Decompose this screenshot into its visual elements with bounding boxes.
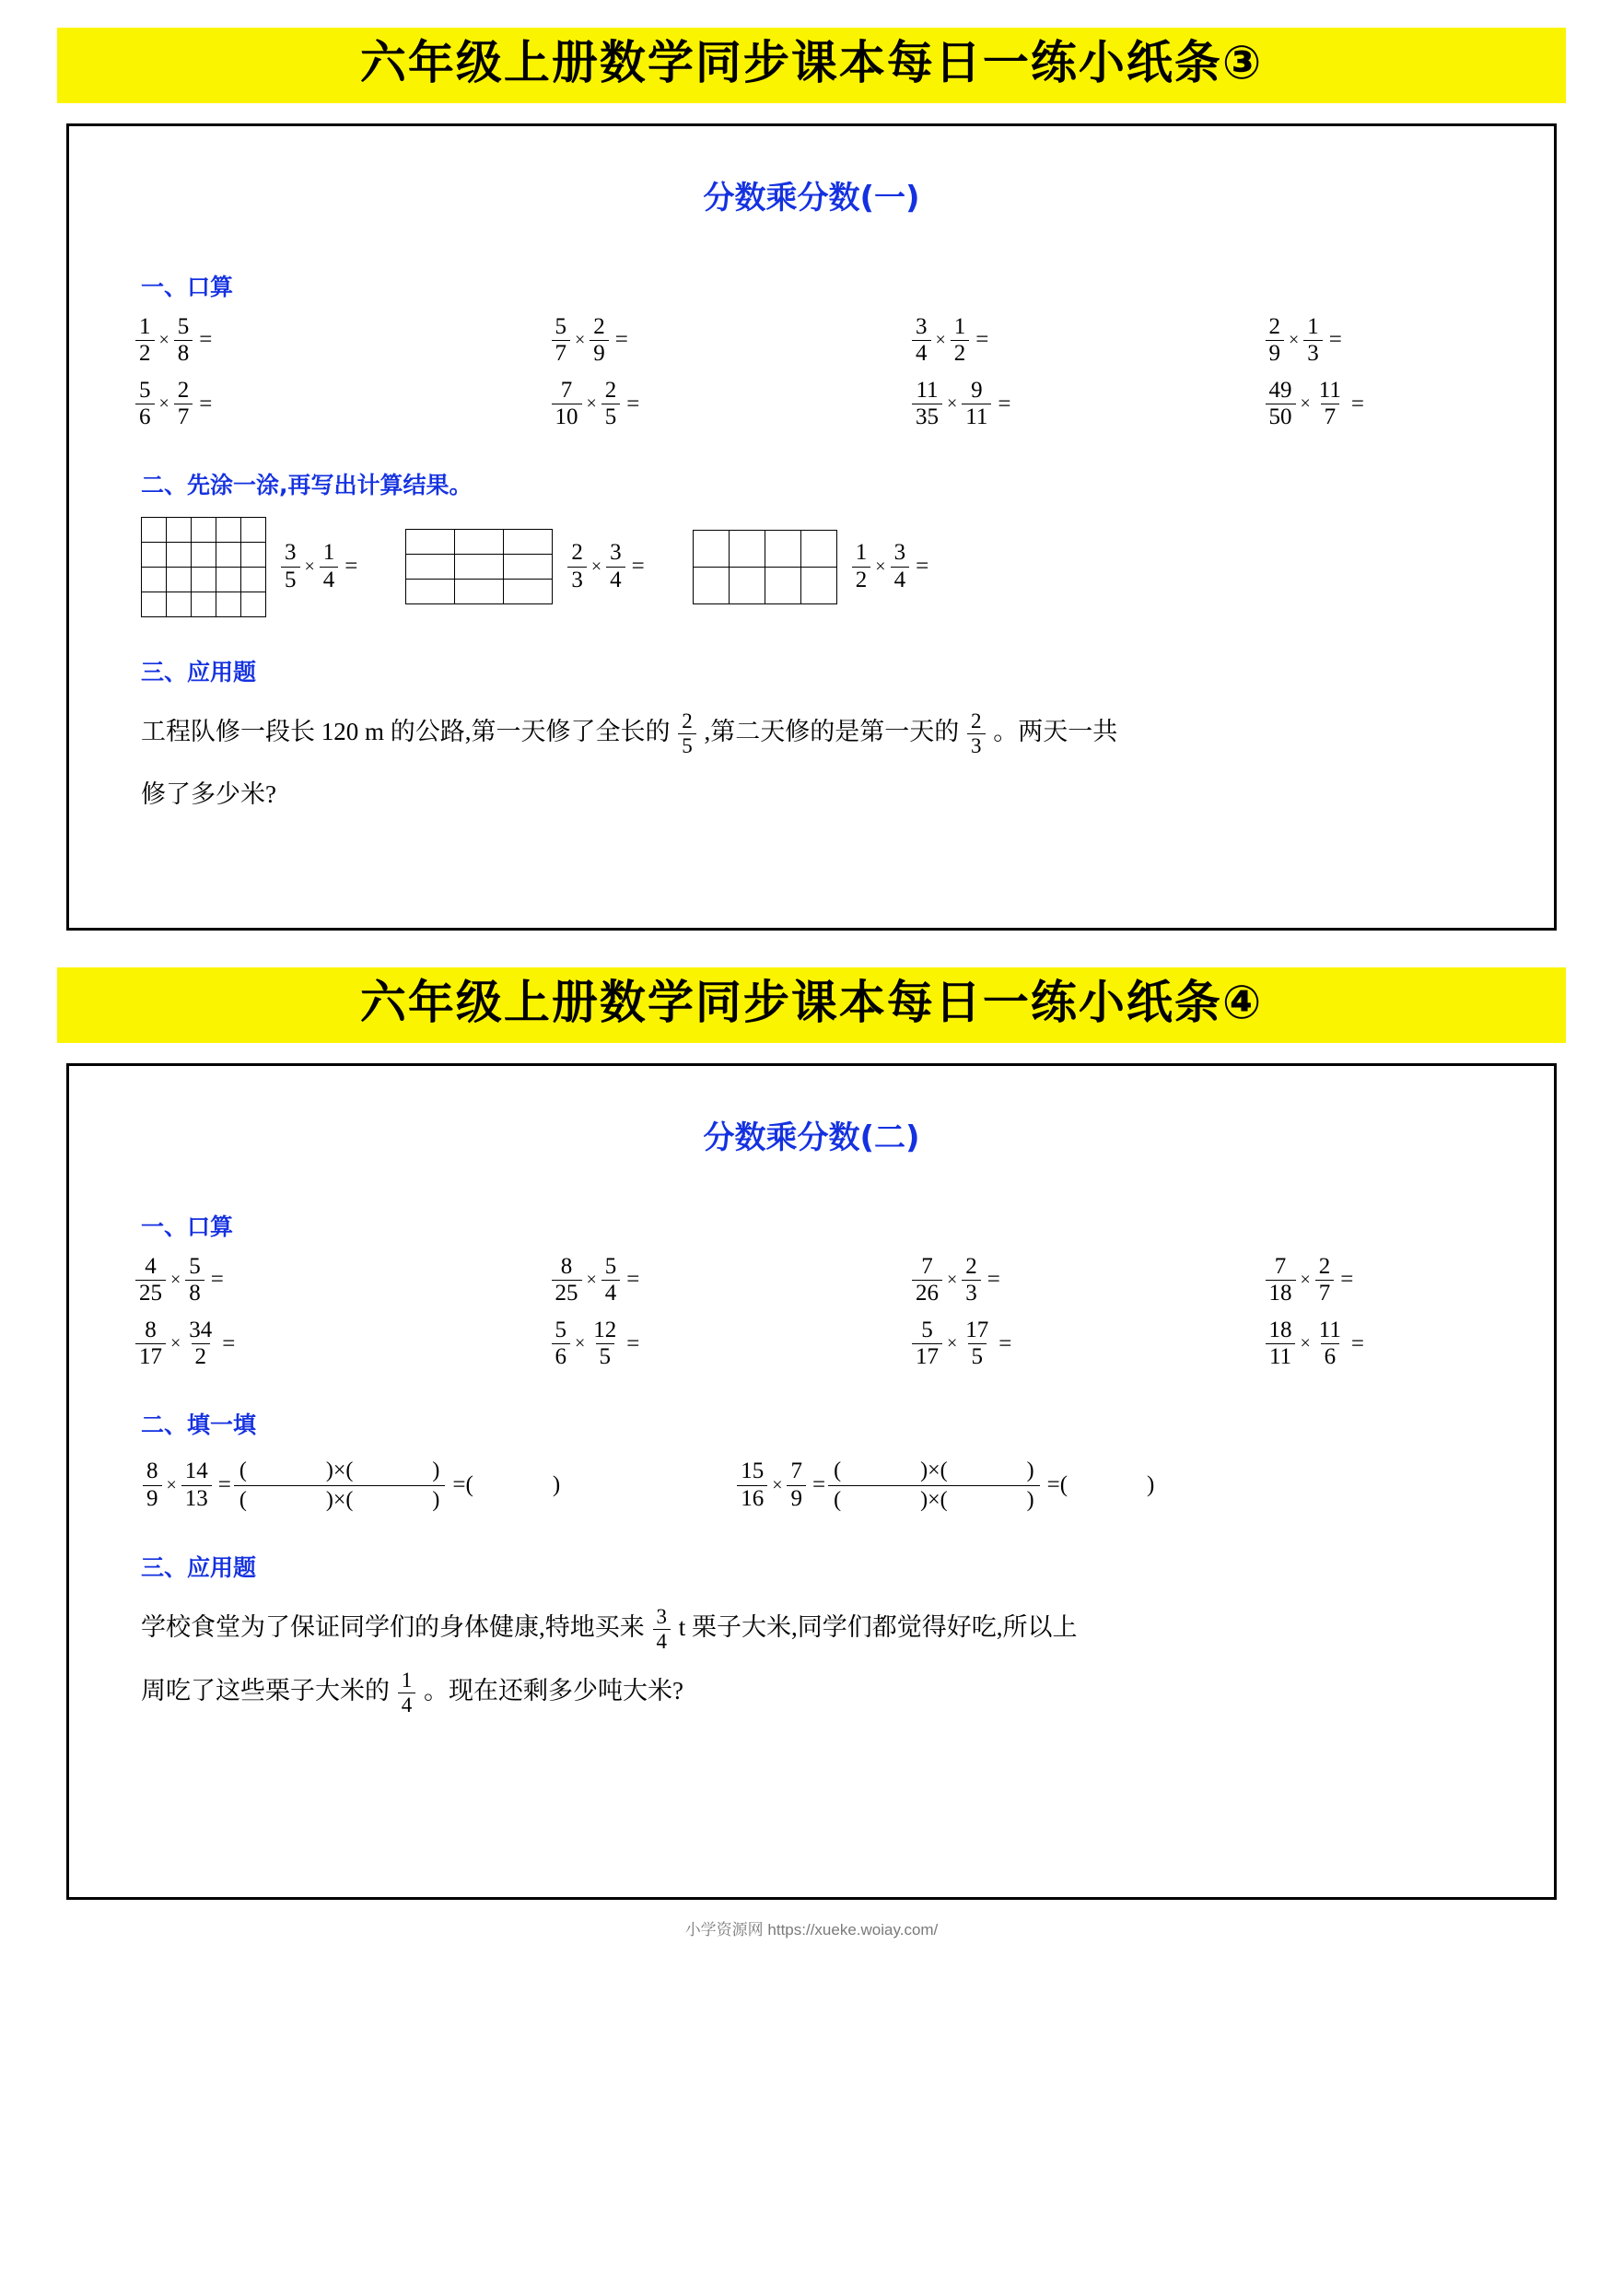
fraction: $\frac{34}{2}$	[189, 1318, 213, 1370]
equals-sign: =	[210, 1267, 224, 1293]
multiply-icon: ×	[304, 556, 315, 577]
multiply-icon: ×	[1300, 393, 1311, 415]
multiply-icon: ×	[586, 1269, 597, 1290]
fraction: $\frac{7}{26}$	[912, 1255, 942, 1306]
fraction: $\frac{1}{2}$	[852, 541, 871, 592]
oral-item	[134, 1255, 480, 1306]
fraction: $\frac{1}{2}$	[135, 315, 155, 367]
fraction: $\frac{18}{11}$	[1266, 1318, 1296, 1370]
equals-sign: =	[222, 1330, 236, 1356]
shade-item	[141, 517, 357, 617]
section-heading-oral-4: 一、口算	[141, 1212, 234, 1240]
shade-item	[405, 529, 644, 604]
problem-text-part: t 栗子大米,同学们都觉得好吃,所以上	[678, 1612, 1078, 1641]
answer-blank[interactable]: ( )	[1059, 1472, 1155, 1498]
section-heading-shade-3: 二、先涂一涂,再写出计算结果。	[141, 471, 473, 498]
fraction: $\frac{2}{3}$	[967, 710, 986, 757]
problem-text-part: 。现在还剩多少吨大米?	[424, 1676, 683, 1704]
fraction: $\frac{2}{5}$	[678, 710, 696, 757]
equals-sign: =	[1350, 1330, 1364, 1356]
oral-item	[825, 1255, 1172, 1306]
shade-grid-1[interactable]	[141, 517, 266, 617]
problem-text-part: 周吃了这些栗子大米的	[141, 1676, 390, 1704]
multiply-icon: ×	[935, 329, 946, 350]
banner-title-3: 六年级上册数学同步课本每日一练小纸条③	[359, 36, 1264, 89]
equals-sign: =	[217, 1472, 231, 1498]
oral-item	[1172, 315, 1518, 367]
fraction: $\frac{3}{4}$	[891, 541, 910, 592]
fill-item	[141, 1458, 560, 1513]
equals-sign: =	[975, 327, 989, 353]
multiply-icon: ×	[575, 329, 586, 350]
oral-item	[480, 379, 826, 430]
denominator-blanks[interactable]: ( )×( )	[828, 1485, 1040, 1513]
shade-grid-2[interactable]	[405, 529, 553, 604]
fraction: $\frac{11}{35}$	[912, 379, 942, 430]
section-heading-application-4: 三、应用题	[141, 1553, 257, 1581]
equals-sign: =	[1350, 391, 1364, 416]
numerator-blanks[interactable]: ( )×( )	[239, 1458, 440, 1482]
multiply-icon: ×	[586, 393, 597, 415]
multiply-icon: ×	[166, 1474, 177, 1495]
fraction: $\frac{5}{4}$	[601, 1255, 621, 1306]
worksheet-page-4	[0, 967, 1623, 1939]
equals-sign: =	[199, 327, 213, 353]
multiply-icon: ×	[1289, 329, 1300, 350]
equals-sign: =	[1340, 1267, 1354, 1293]
oral-item	[1172, 1255, 1518, 1306]
fraction: $\frac{2}{7}$	[174, 379, 193, 430]
oral-row	[106, 379, 1517, 430]
oral-row	[106, 1318, 1517, 1370]
multiply-icon: ×	[875, 556, 886, 577]
equals-sign: =	[998, 391, 1011, 416]
multiply-icon: ×	[170, 1269, 181, 1290]
equals-sign: =	[199, 391, 213, 416]
fraction: $\frac{3}{5}$	[281, 541, 300, 592]
oral-item	[480, 1318, 826, 1370]
multiply-icon: ×	[772, 1474, 783, 1495]
fraction: $\frac{49}{50}$	[1266, 379, 1296, 430]
fraction: $\frac{14}{13}$	[181, 1459, 212, 1511]
equals-sign: =	[916, 554, 929, 579]
oral-item	[134, 1318, 480, 1370]
shade-item	[693, 530, 928, 604]
equals-sign: =	[631, 554, 645, 579]
equals-sign: =	[812, 1472, 826, 1498]
oral-item	[825, 379, 1172, 430]
fraction: $\frac{1}{4}$	[398, 1669, 416, 1716]
fill-exercise-row	[141, 1458, 1517, 1513]
oral-item	[134, 315, 480, 367]
multiply-icon: ×	[590, 556, 602, 577]
fraction: $\frac{15}{16}$	[737, 1459, 767, 1511]
fraction: $\frac{5}{7}$	[552, 315, 571, 367]
problem-text-part: 学校食堂为了保证同学们的身体健康,特地买来	[141, 1612, 645, 1641]
multiply-icon: ×	[947, 1269, 958, 1290]
fraction: $\frac{8}{9}$	[143, 1459, 162, 1511]
fraction: $\frac{11}{7}$	[1318, 378, 1341, 430]
application-problem-3	[141, 700, 1517, 827]
footer-watermark: 小学资源网 https://xueke.woiay.com/	[684, 1921, 939, 1939]
fraction: $\frac{1}{2}$	[951, 315, 970, 367]
section-heading-application-3: 三、应用题	[141, 658, 257, 685]
multiply-icon: ×	[947, 1333, 958, 1354]
fraction: $\frac{1}{3}$	[1303, 315, 1323, 367]
section-heading-oral-3: 一、口算	[141, 273, 234, 300]
fraction: $\frac{2}{9}$	[1266, 315, 1285, 367]
fraction: $\frac{9}{11}$	[962, 379, 991, 430]
application-problem-4	[141, 1596, 1517, 1723]
equals-sign: =	[614, 327, 628, 353]
sheet-title-4: 分数乘分数(二)	[703, 1119, 920, 1156]
oral-item	[134, 379, 480, 430]
banner-sheet-4	[57, 967, 1566, 1043]
fraction: $\frac{3}{4}$	[653, 1606, 671, 1653]
multiply-icon: ×	[575, 1333, 586, 1354]
equals-sign: =	[987, 1267, 1000, 1293]
fraction: $\frac{17}{5}$	[965, 1318, 989, 1370]
answer-blank[interactable]: ( )	[465, 1472, 561, 1498]
sheet-title-3: 分数乘分数(一)	[703, 179, 920, 217]
fraction: $\frac{2}{5}$	[601, 379, 621, 430]
equals-sign: =	[1328, 327, 1342, 353]
multiply-icon: ×	[170, 1333, 181, 1354]
fraction: $\frac{1}{4}$	[320, 541, 339, 592]
equals-sign: =	[1046, 1472, 1060, 1498]
denominator-blanks[interactable]: ( )×( )	[234, 1485, 446, 1513]
problem-text-part: 工程队修一段长 120 m 的公路,第一天修了全长的	[141, 717, 671, 745]
oral-row	[106, 315, 1517, 367]
fraction: $\frac{7}{9}$	[787, 1459, 806, 1511]
fraction: $\frac{5}{8}$	[174, 315, 193, 367]
multiply-icon: ×	[1300, 1269, 1311, 1290]
equals-sign: =	[626, 1267, 640, 1293]
fraction: $\frac{2}{9}$	[590, 315, 609, 367]
fraction: $\frac{3}{4}$	[606, 541, 625, 592]
fraction: $\frac{2}{7}$	[1315, 1255, 1335, 1306]
fraction: $\frac{11}{6}$	[1318, 1318, 1341, 1370]
multiply-icon: ×	[158, 393, 169, 415]
equals-sign: =	[626, 1330, 640, 1356]
problem-text-part: ,第二天修的是第一天的	[704, 717, 960, 745]
banner-title-4: 六年级上册数学同步课本每日一练小纸条④	[359, 976, 1264, 1030]
section-heading-fill-4: 二、填一填	[141, 1411, 257, 1438]
fraction: $\frac{5}{6}$	[135, 379, 155, 430]
equals-sign: =	[626, 391, 640, 416]
multiply-icon: ×	[158, 329, 169, 350]
oral-row	[106, 1255, 1517, 1306]
fraction: $\frac{12}{5}$	[593, 1318, 617, 1370]
oral-item	[1172, 1318, 1518, 1370]
shade-grid-3[interactable]	[693, 530, 837, 604]
problem-text-part: 。两天一共	[993, 717, 1118, 745]
fraction-blank-group[interactable]	[828, 1458, 1040, 1513]
oral-item	[825, 1318, 1172, 1370]
fraction: $\frac{8}{25}$	[552, 1255, 582, 1306]
multiply-icon: ×	[947, 393, 958, 415]
fraction: $\frac{8}{17}$	[135, 1318, 166, 1370]
equals-sign: =	[344, 554, 358, 579]
sheet-body-3	[66, 123, 1557, 931]
sheet-body-4	[66, 1063, 1557, 1901]
fraction: $\frac{7}{18}$	[1266, 1255, 1296, 1306]
fraction: $\frac{7}{10}$	[552, 379, 582, 430]
fraction: $\frac{2}{3}$	[567, 541, 587, 592]
multiply-icon: ×	[1300, 1333, 1311, 1354]
oral-item	[480, 1255, 826, 1306]
fraction: $\frac{5}{17}$	[912, 1318, 942, 1370]
fraction: $\frac{5}{6}$	[552, 1318, 571, 1370]
numerator-blanks[interactable]: ( )×( )	[834, 1458, 1034, 1482]
problem-text-part: 修了多少米?	[141, 780, 276, 809]
fraction: $\frac{3}{4}$	[912, 315, 931, 367]
fill-item	[735, 1458, 1154, 1513]
worksheet-page-3	[0, 0, 1623, 931]
fraction: $\frac{2}{3}$	[962, 1255, 981, 1306]
oral-item	[1172, 379, 1518, 430]
fraction: $\frac{5}{8}$	[185, 1255, 204, 1306]
banner-sheet-3	[57, 28, 1566, 103]
fraction: $\frac{4}{25}$	[135, 1255, 166, 1306]
oral-item	[480, 315, 826, 367]
fraction-blank-group[interactable]	[234, 1458, 446, 1513]
shade-exercise-row	[141, 517, 1517, 617]
equals-sign: =	[452, 1472, 466, 1498]
oral-item	[825, 315, 1172, 367]
equals-sign: =	[998, 1330, 1012, 1356]
